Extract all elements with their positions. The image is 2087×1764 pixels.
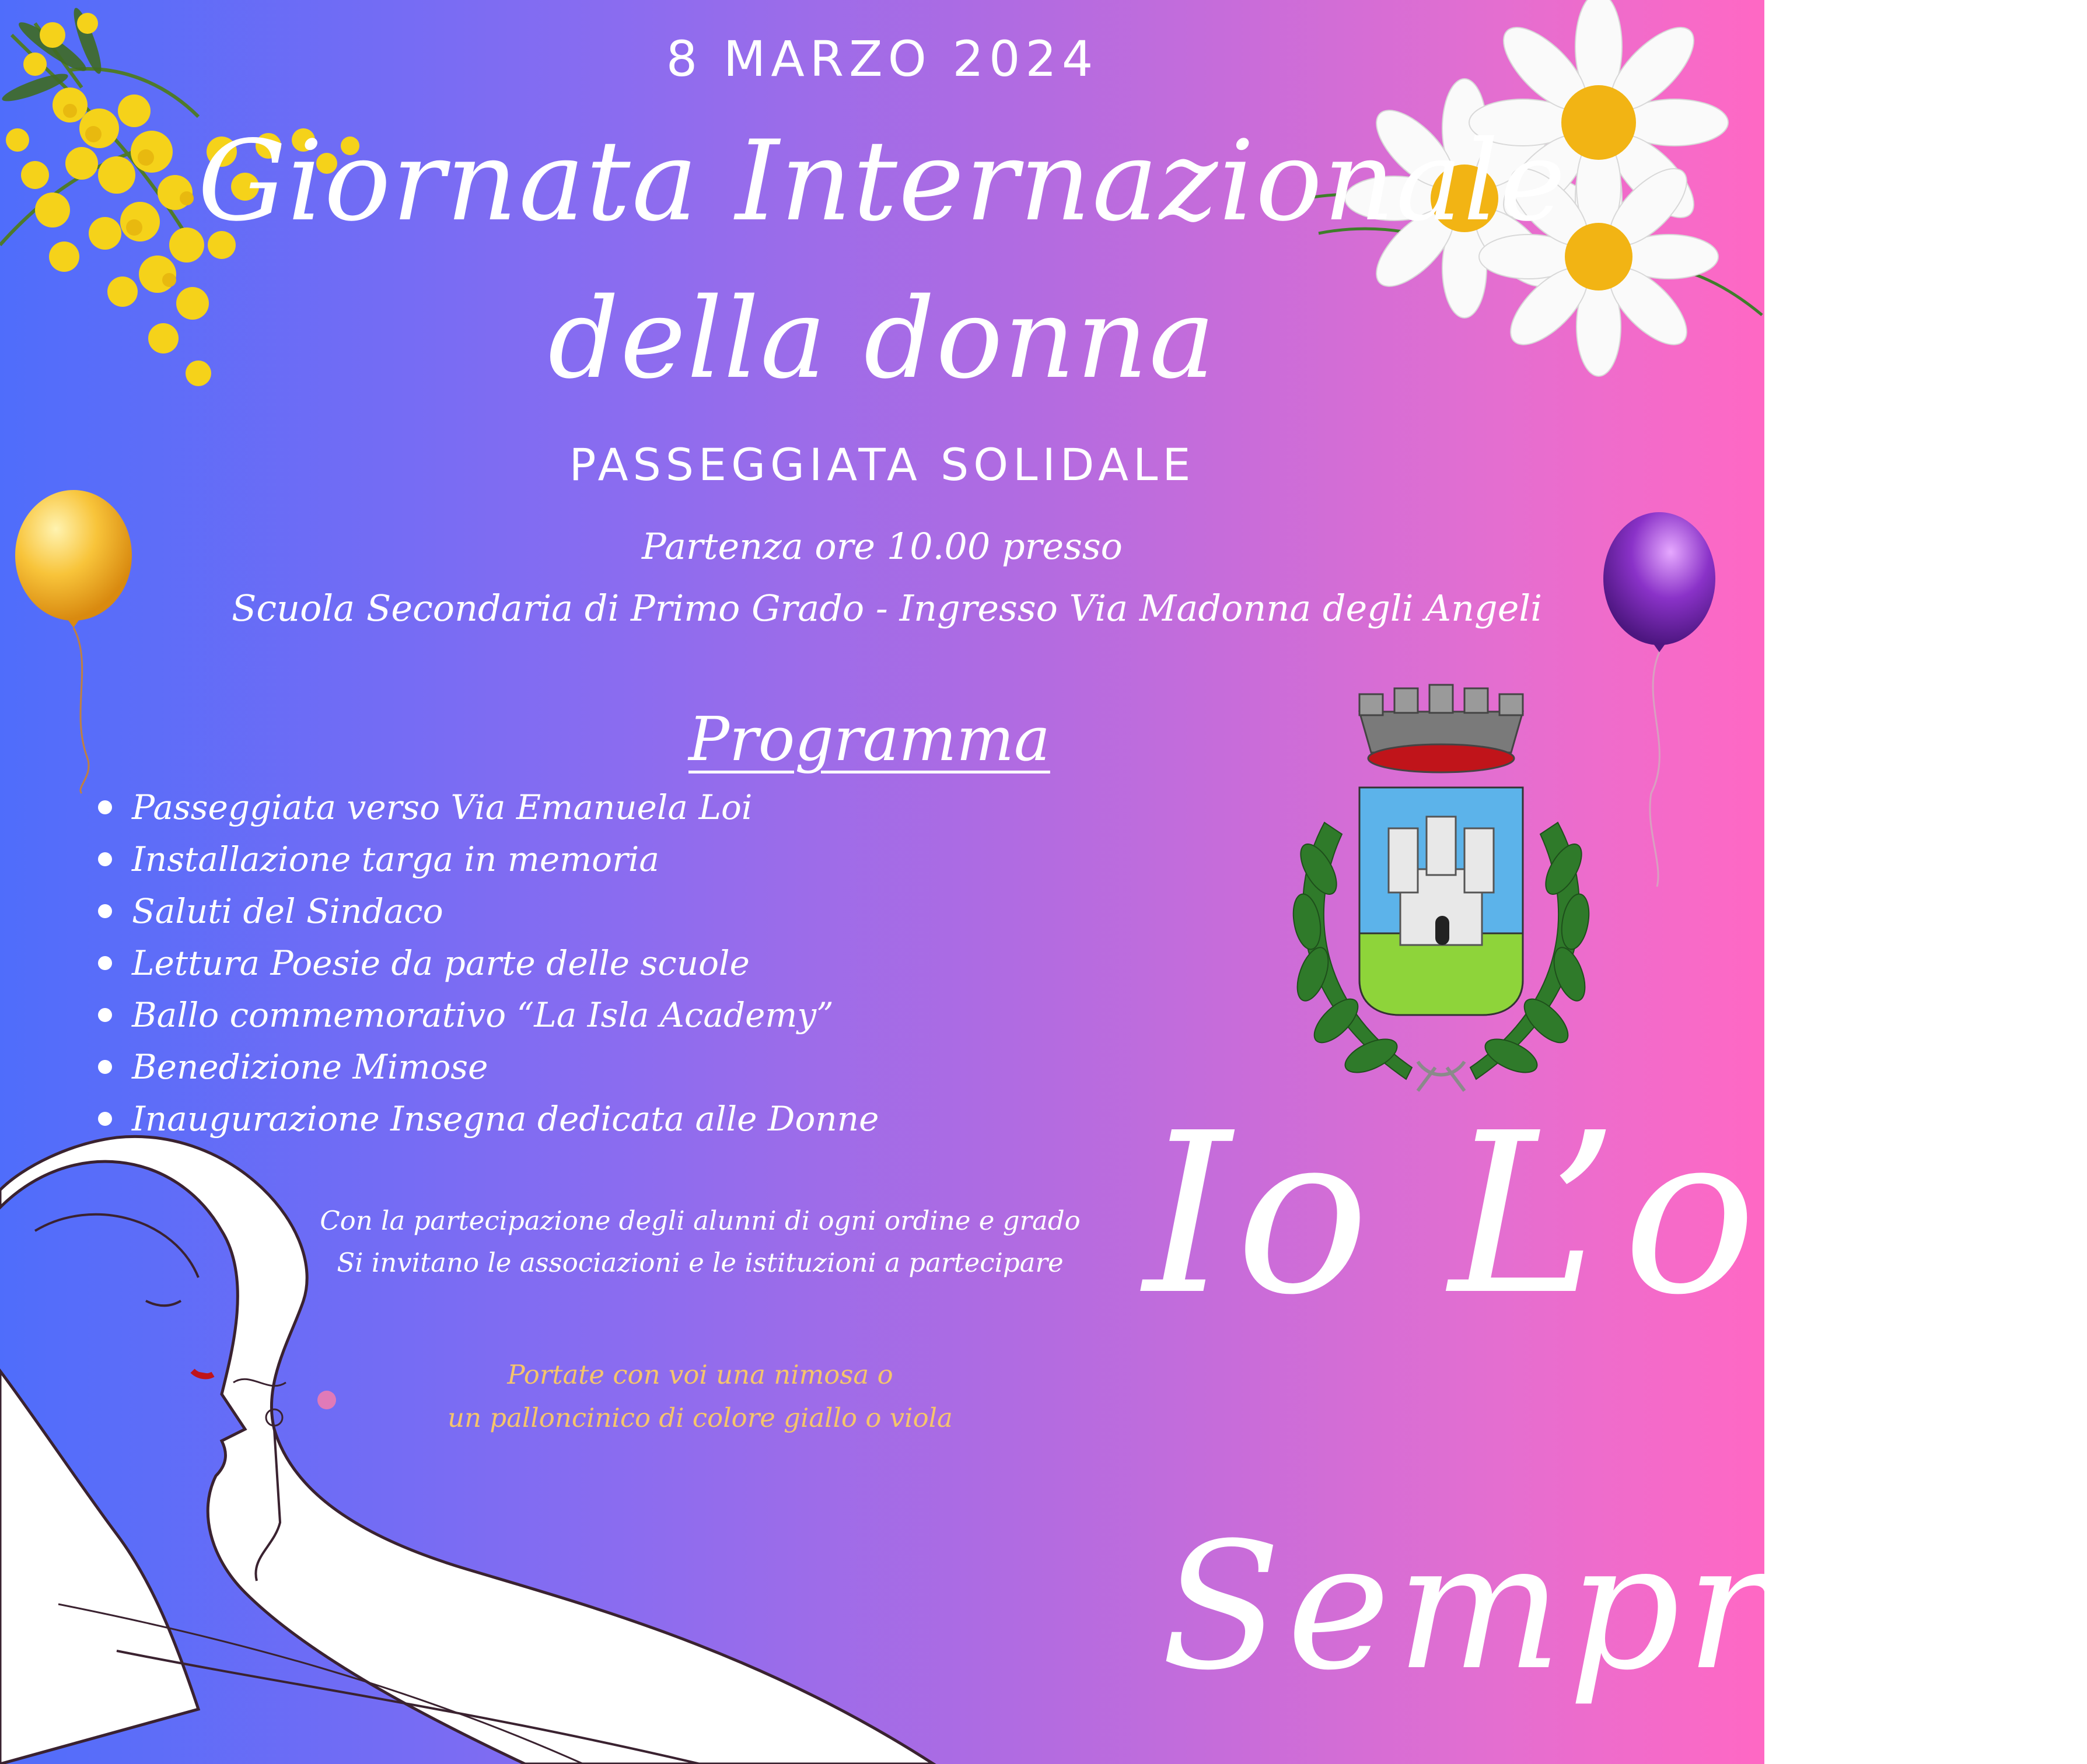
program-item-label: Installazione targa in memoria (132, 839, 659, 879)
program-item-label: Passeggiata verso Via Emanuela Loi (132, 788, 753, 827)
coat-of-arms-icon (1272, 677, 1610, 1097)
purple-balloon-icon (1599, 513, 1727, 887)
event-date: 8 MARZO 2024 (666, 30, 1099, 88)
event-subtitle: PASSEGGIATA SOLIDALE (569, 439, 1195, 491)
tip-line2: un palloncinico di colore giallo o viola (448, 1402, 953, 1433)
bullet-icon (98, 800, 112, 814)
program-item-label: Ballo commemorativo “La Isla Academy” (132, 995, 834, 1035)
bullet-icon (98, 1060, 112, 1074)
program-item-label: Saluti del Sindaco (132, 891, 443, 931)
participation-note: Con la partecipazione degli alunni di ogni ordine e grado (320, 1205, 1081, 1236)
program-heading: Programma (688, 704, 1050, 775)
meeting-place: Scuola Secondaria di Primo Grado - Ingresso Via Madonna degli Angeli (231, 587, 1543, 629)
slogan-line1: Io L’otto (1144, 1085, 2087, 1343)
program-item (93, 937, 879, 989)
tip-line1: Portate con voi una nimosa o (507, 1359, 893, 1390)
program-item-label: Lettura Poesie da parte delle scuole (132, 943, 750, 983)
program-item (93, 834, 879, 886)
bullet-icon (98, 1112, 112, 1126)
program-item-label: Inaugurazione Insegna dedicata alle Donne (132, 1099, 879, 1139)
meeting-time: Partenza ore 10.00 presso (642, 525, 1123, 568)
program-list (93, 782, 879, 1145)
event-title-line1: Giornata Internazionale (197, 117, 1567, 246)
bullet-icon (98, 1008, 112, 1022)
bullet-icon (98, 852, 112, 866)
program-item (93, 886, 879, 937)
bullet-icon (98, 904, 112, 918)
bullet-icon (98, 956, 112, 970)
program-item (93, 989, 879, 1041)
invitation-note: Si invitano le associazioni e le istituzioni a partecipare (337, 1247, 1064, 1278)
slogan-line2: Sempre (1161, 1505, 1885, 1709)
program-item-label: Benedizione Mimose (132, 1047, 488, 1087)
program-item (93, 1093, 879, 1145)
program-item (93, 1041, 879, 1093)
program-item (93, 782, 879, 834)
event-title-line2: della donna (548, 274, 1216, 403)
